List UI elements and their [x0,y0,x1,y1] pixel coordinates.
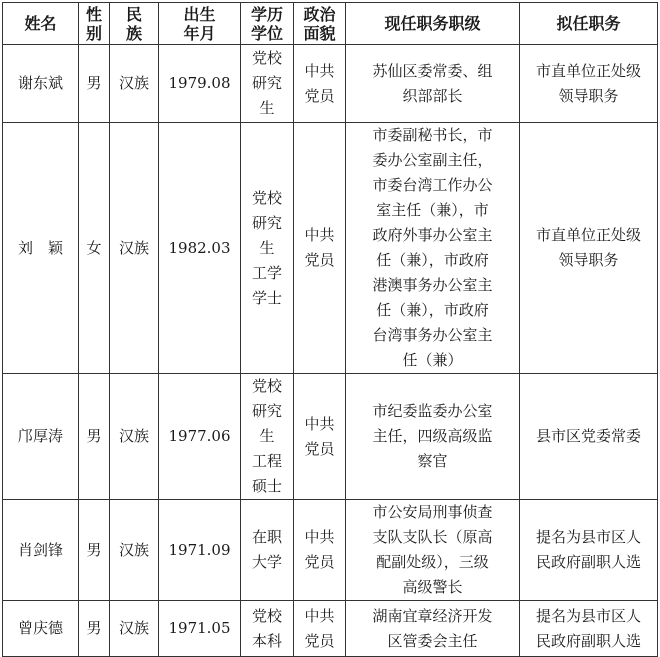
cell-proposed-position: 市直单位正处级 领导职务 [520,45,658,123]
cell-birth: 1971.09 [159,500,241,601]
cell-birth: 1979.08 [159,45,241,123]
cell-proposed-position: 提名为县市区人 民政府副职人选 [520,500,658,601]
cell-birth: 1977.06 [159,374,241,500]
header-education: 学历 学位 [241,3,294,45]
header-political-status: 政治 面貌 [294,3,346,45]
cell-current-position: 湖南宜章经济开发 区管委会主任 [346,601,520,657]
table-row [3,45,658,123]
cell-education: 党校 研究 生 [241,45,294,123]
header-gender: 性 别 [79,3,110,45]
cell-gender: 男 [79,500,110,601]
header-name: 姓名 [3,3,79,45]
cell-political-status: 中共 党员 [294,601,346,657]
cell-gender: 男 [79,374,110,500]
cell-gender: 男 [79,45,110,123]
cell-education: 党校 研究 生 工程 硕士 [241,374,294,500]
cell-current-position: 市委副秘书长，市 委办公室副主任， 市委台湾工作办公 室主任（兼），市 政府外事办公室主 任（兼），市政府 港澳事务办公室主 任（兼），市政府 台湾事务办公室主 任（兼） [346,123,520,374]
table-row [3,374,658,500]
cell-proposed-position: 市直单位正处级 领导职务 [520,123,658,374]
table-row [3,123,658,374]
cell-birth: 1982.03 [159,123,241,374]
cell-name: 邝厚涛 [3,374,79,500]
cell-current-position: 市纪委监委办公室 主任，四级高级监 察官 [346,374,520,500]
cell-name: 曾庆德 [3,601,79,657]
cell-name: 谢东斌 [3,45,79,123]
cell-current-position: 苏仙区委常委、组 织部部长 [346,45,520,123]
cell-education: 在职 大学 [241,500,294,601]
header-birth: 出生 年月 [159,3,241,45]
cell-political-status: 中共 党员 [294,500,346,601]
header-current-position: 现任职务职级 [346,3,520,45]
personnel-table [2,2,658,657]
cell-gender: 女 [79,123,110,374]
cell-ethnicity: 汉族 [110,123,159,374]
cell-political-status: 中共 党员 [294,45,346,123]
cell-ethnicity: 汉族 [110,601,159,657]
cell-political-status: 中共 党员 [294,123,346,374]
cell-gender: 男 [79,601,110,657]
cell-proposed-position: 县市区党委常委 [520,374,658,500]
cell-ethnicity: 汉族 [110,374,159,500]
header-row [3,3,658,45]
cell-name: 刘 颖 [3,123,79,374]
cell-birth: 1971.05 [159,601,241,657]
cell-ethnicity: 汉族 [110,500,159,601]
cell-proposed-position: 提名为县市区人 民政府副职人选 [520,601,658,657]
table-row [3,601,658,657]
cell-current-position: 市公安局刑事侦查 支队支队长（原高 配副处级），三级 高级警长 [346,500,520,601]
cell-education: 党校 研究 生 工学 学士 [241,123,294,374]
header-proposed-position: 拟任职务 [520,3,658,45]
cell-political-status: 中共 党员 [294,374,346,500]
cell-education: 党校 本科 [241,601,294,657]
header-ethnicity: 民 族 [110,3,159,45]
table-row [3,500,658,601]
cell-name: 肖剑锋 [3,500,79,601]
cell-ethnicity: 汉族 [110,45,159,123]
